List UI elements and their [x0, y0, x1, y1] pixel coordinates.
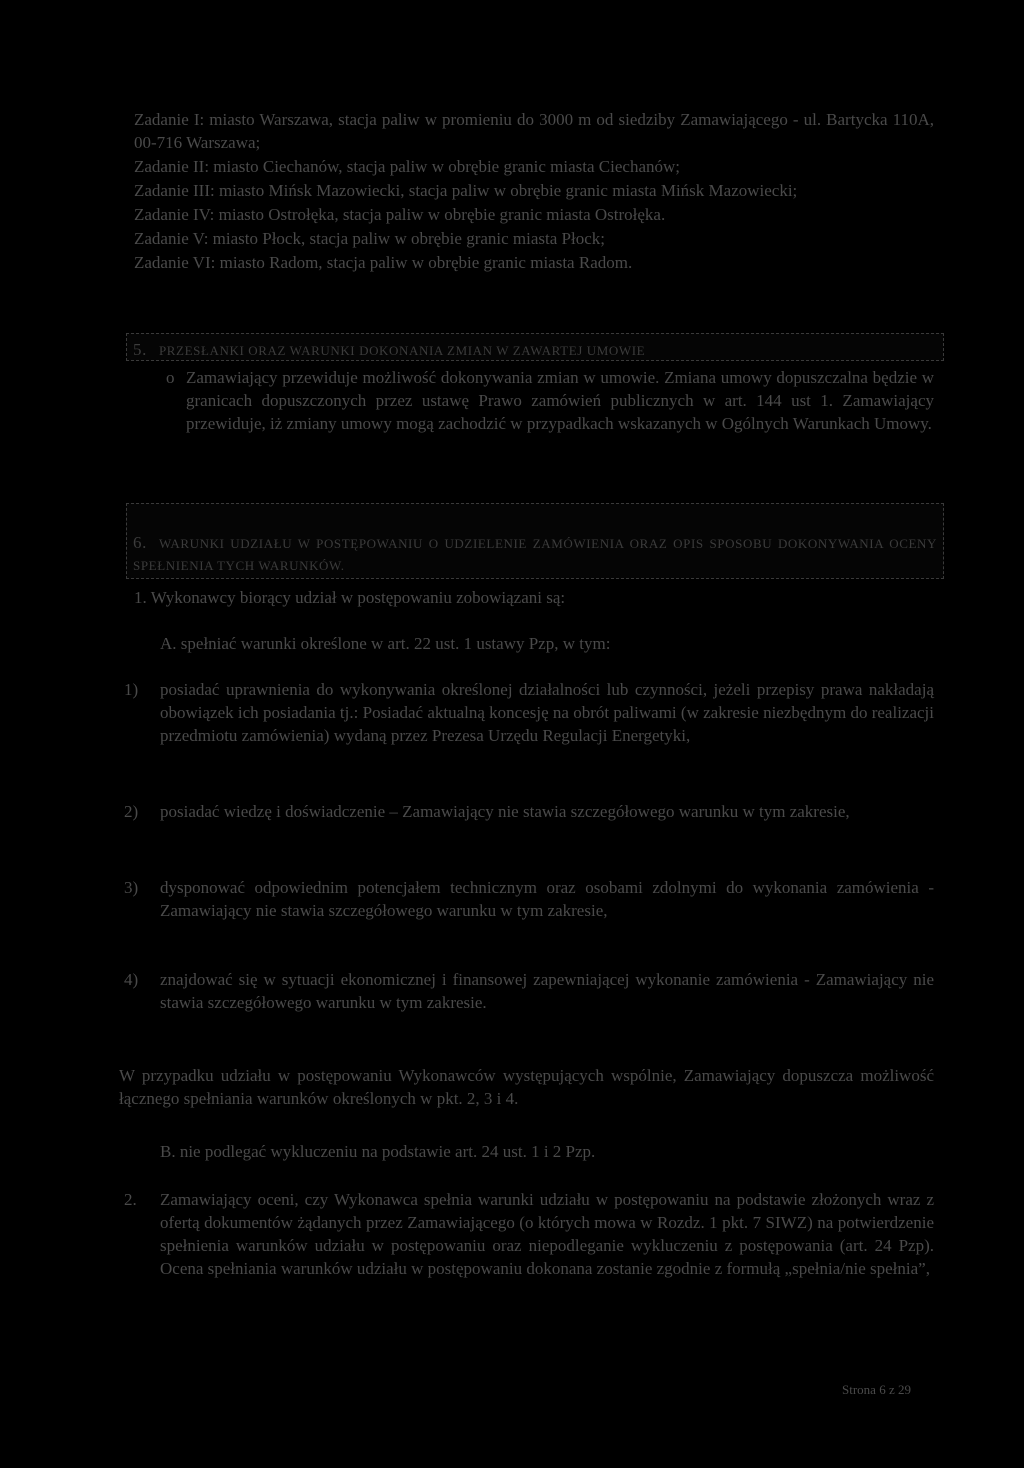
task-line-3: Zadanie III: miasto Mińsk Mazowiecki, stacja paliw w obrębie granic miasta Mińsk Mazowiecki; [134, 181, 798, 200]
condition-item-1-text: posiadać uprawnienia do wykonywania określonej działalności lub czynności, jeżeli przepisy prawa nakładają obowiązek ich posiadania tj.: Posiadać aktualną koncesję na obrót paliwami (w zakresie niezbędnym do realizacji przedmiotu zamówienia) wydaną przez Prezesa Urzędu Regulacji Energetyki, [160, 680, 934, 745]
point-2-text: Zamawiający oceni, czy Wykonawca spełnia warunki udziału w postępowaniu na podstawie złożonych wraz z ofertą dokumentów żądanych przez Zamawiającego (o których mowa w Rozdz. 1 pkt. 7 SIWZ) na potwierdzenie spełnienia warunków udziału w postępowaniu oraz niepodleganie wykluczeniu z postępowania (art. 24 Pzp). Ocena spełniania warunków udziału w postępowaniu dokonana zostanie zgodnie z formułą „spełnia/nie spełnia”, [160, 1190, 934, 1278]
task-line-5: Zadanie V: miasto Płock, stacja paliw w obrębie granic miasta Płock; [134, 229, 605, 248]
joint-bidders-paragraph: W przypadku udziału w postępowaniu Wykonawców występujących wspólnie, Zamawiający dopuszcza możliwość łącznego spełniania warunków określonych w pkt. 2, 3 i 4. [119, 1066, 934, 1108]
section-5-bullet-text: Zamawiający przewiduje możliwość dokonywania zmian w umowie. Zmiana umowy dopuszczalna będzie w granicach dopuszczonych przez ustawę Prawo zamówień publicznych w art. 144 ust 1. Zamawiający przewiduje, iż zmiany umowy mogą zachodzić w przypadkach wskazanych w Ogólnych Warunkach Umowy. [186, 368, 934, 433]
task-line-1: Zadanie I: miasto Warszawa, stacja paliw w promieniu do 3000 m od siedziby Zamawiającego - ul. Bartycka 110A, 00-716 Warszawa; [134, 110, 934, 152]
section-6-number: 6. [133, 533, 147, 552]
condition-item-2-number: 2) [124, 802, 139, 821]
section-6-header [126, 503, 944, 579]
condition-item-4-number: 4) [124, 970, 139, 989]
point-a: A. spełniać warunki określone w art. 22 ust. 1 ustawy Pzp, w tym: [160, 634, 611, 653]
point-1-number: 1. [134, 588, 147, 607]
condition-item-4 [124, 968, 934, 1014]
point-1 [134, 586, 934, 609]
section-5-header [126, 333, 944, 361]
condition-item-1 [124, 678, 934, 747]
point-b: B. nie podlegać wykluczeniu na podstawie art. 24 ust. 1 i 2 Pzp. [160, 1142, 596, 1161]
task-line-6: Zadanie VI: miasto Radom, stacja paliw w obrębie granic miasta Radom. [134, 253, 633, 272]
section-5-number: 5. [133, 340, 147, 359]
condition-item-3-text: dysponować odpowiednim potencjałem technicznym oraz osobami zdolnymi do wykonania zamówienia - Zamawiający nie stawia szczegółowego warunku w tym zakresie, [160, 878, 934, 920]
point-1-text: Wykonawcy biorący udział w postępowaniu zobowiązani są: [150, 588, 566, 607]
condition-item-1-number: 1) [124, 680, 139, 699]
condition-item-3 [124, 876, 934, 922]
section-5-title: PRZESŁANKI ORAZ WARUNKI DOKONANIA ZMIAN W ZAWARTEJ UMOWIE [158, 343, 646, 358]
point-2-number: 2. [124, 1190, 137, 1209]
condition-item-2-text: posiadać wiedzę i doświadczenie – Zamawiający nie stawia szczegółowego warunku w tym zakresie, [160, 802, 850, 821]
condition-item-4-text: znajdować się w sytuacji ekonomicznej i finansowej zapewniającej wykonanie zamówienia - Zamawiający nie stawia szczegółowego warunku w tym zakresie. [160, 970, 934, 1012]
task-line-2: Zadanie II: miasto Ciechanów, stacja paliw w obrębie granic miasta Ciechanów; [134, 157, 681, 176]
page-number: Strona 6 z 29 [842, 1382, 911, 1397]
condition-item-2 [124, 800, 934, 823]
task-list [134, 108, 934, 275]
section-5-bullet [166, 366, 934, 435]
section-6-title: WARUNKI UDZIAŁU W POSTĘPOWANIU O UDZIELENIE ZAMÓWIENIA ORAZ OPIS SPOSOBU DOKONYWANIA OCENY SPEŁNIENIA TYCH WARUNKÓW. [133, 536, 937, 573]
condition-item-3-number: 3) [124, 878, 139, 897]
point-2 [124, 1188, 934, 1280]
bullet-marker: o [166, 368, 175, 387]
task-line-4: Zadanie IV: miasto Ostrołęka, stacja paliw w obrębie granic miasta Ostrołęka. [134, 205, 666, 224]
